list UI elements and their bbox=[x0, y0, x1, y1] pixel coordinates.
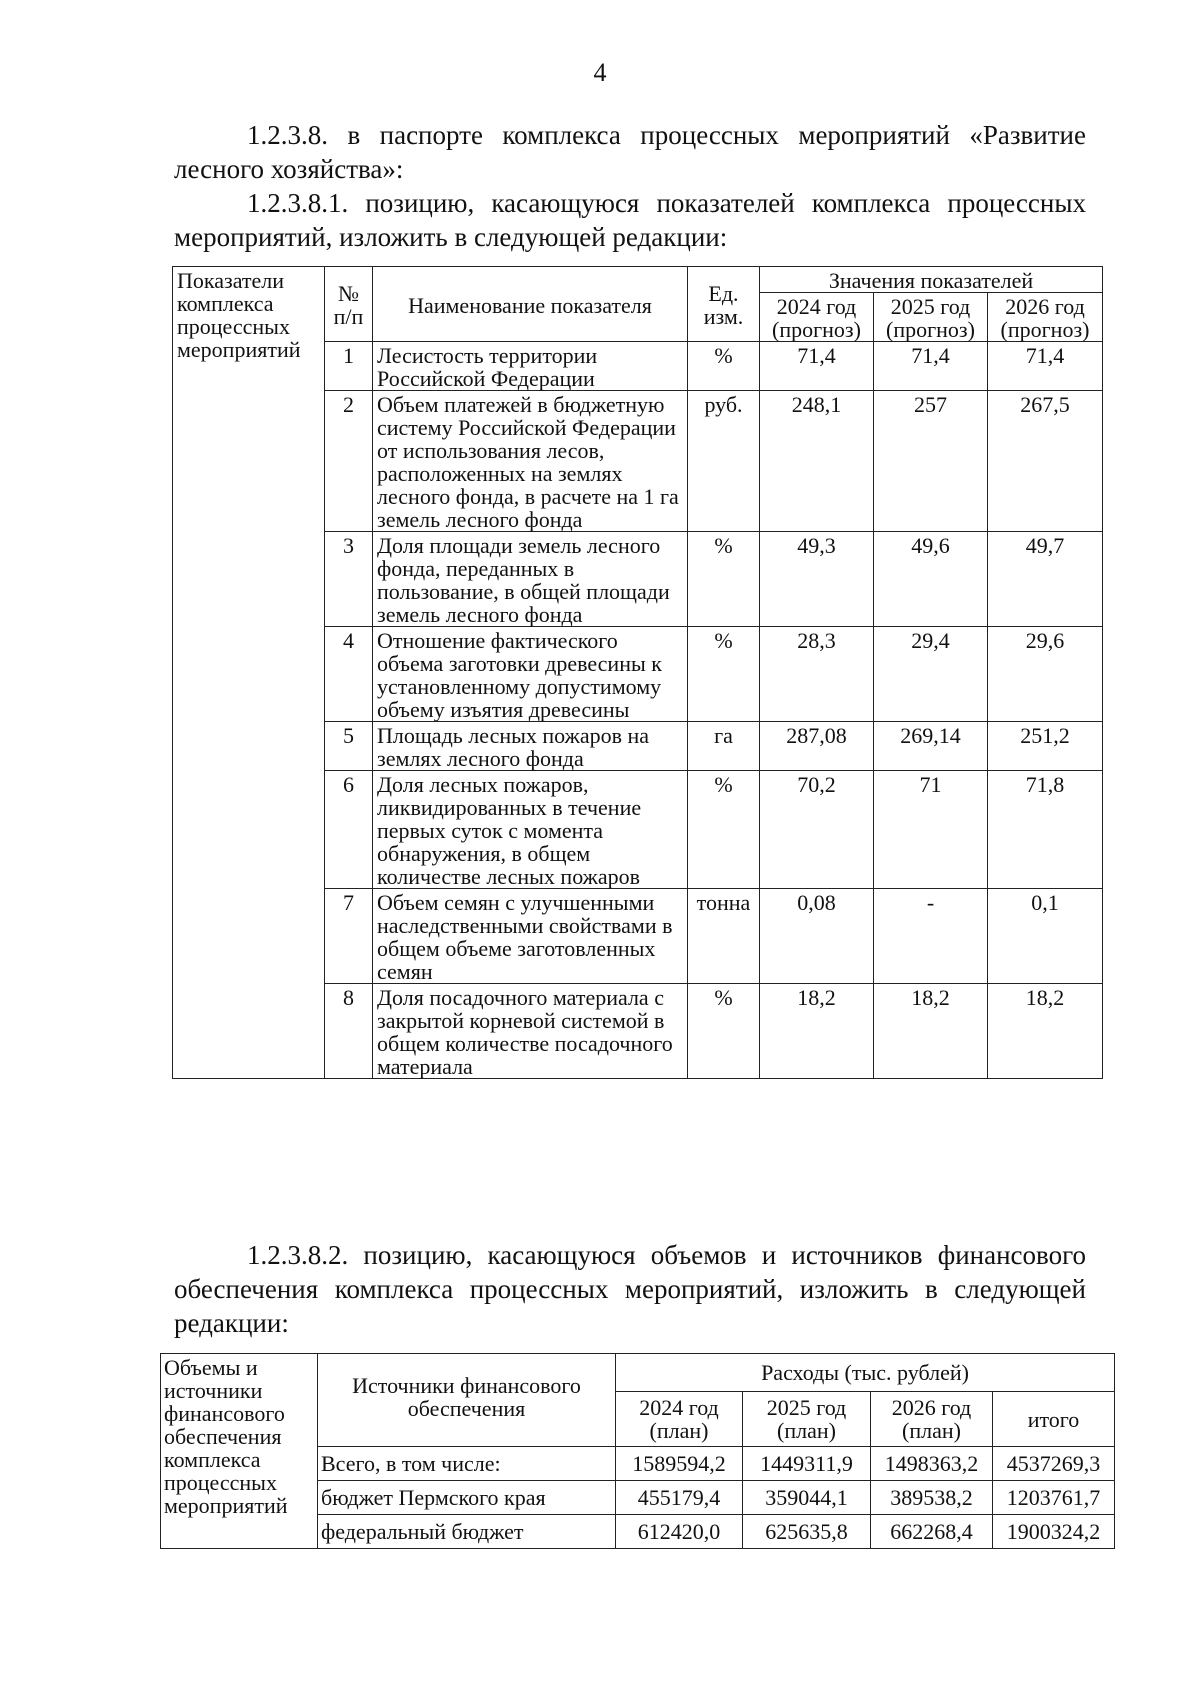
finance-value-2024: 1589594,2 bbox=[616, 1447, 743, 1481]
finance-value-2025: 625635,8 bbox=[743, 1515, 871, 1549]
indicators-header-row-1 bbox=[173, 267, 1103, 293]
indicator-value-2026: 0,1 bbox=[988, 889, 1103, 984]
indicator-value-2024: 28,3 bbox=[760, 627, 874, 722]
indicator-name: Доля площади земель лесного фонда, переданных в пользование, в общей площади земель лесного фонда bbox=[373, 532, 688, 627]
finance-value-total: 4537269,3 bbox=[993, 1447, 1115, 1481]
indicator-number: 7 bbox=[325, 889, 373, 984]
indicator-value-2025: 71,4 bbox=[874, 342, 988, 391]
indicator-value-2025: 18,2 bbox=[874, 984, 988, 1079]
indicator-name: Объем платежей в бюджетную систему Российской Федерации от использования лесов, расположенных на землях лесного фонда, в расчете на 1 га земель лесного фонда bbox=[373, 391, 688, 532]
indicator-value-2026: 49,7 bbox=[988, 532, 1103, 627]
num-header: № п/п bbox=[325, 267, 373, 342]
indicator-name: Площадь лесных пожаров на землях лесного фонда bbox=[373, 722, 688, 771]
indicator-value-2025: 269,14 bbox=[874, 722, 988, 771]
indicator-name: Доля посадочного материала с закрытой корневой системой в общем количестве посадочного материала bbox=[373, 984, 688, 1079]
paragraph-1: 1.2.3.8. в паспорте комплекса процессных мероприятий «Развитие лесного хозяйства»: bbox=[174, 120, 1086, 184]
total-header: итого bbox=[993, 1392, 1115, 1447]
indicator-number: 3 bbox=[325, 532, 373, 627]
indicator-unit: руб. bbox=[688, 391, 760, 532]
indicator-number: 5 bbox=[325, 722, 373, 771]
sources-header: Источники финансового обеспечения bbox=[318, 1354, 616, 1447]
finance-table bbox=[160, 1353, 1115, 1549]
indicator-name: Объем семян с улучшенными наследственными свойствами в общем объеме заготовленных семян bbox=[373, 889, 688, 984]
indicator-unit: % bbox=[688, 984, 760, 1079]
finance-source: федеральный бюджет bbox=[318, 1515, 616, 1549]
indicator-unit: % bbox=[688, 771, 760, 889]
finance-value-total: 1900324,2 bbox=[993, 1515, 1115, 1549]
indicator-value-2025: 257 bbox=[874, 391, 988, 532]
finance-value-2025: 1449311,9 bbox=[743, 1447, 871, 1481]
indicator-value-2024: 70,2 bbox=[760, 771, 874, 889]
year-2026-header: 2026 год (прогноз) bbox=[988, 293, 1103, 342]
indicator-value-2024: 287,08 bbox=[760, 722, 874, 771]
finance-value-2025: 359044,1 bbox=[743, 1481, 871, 1515]
finance-value-2024: 612420,0 bbox=[616, 1515, 743, 1549]
unit-header: Ед. изм. bbox=[688, 267, 760, 342]
indicator-unit: % bbox=[688, 342, 760, 391]
paragraph-2: 1.2.3.8.1. позицию, касающуюся показателей комплекса процессных мероприятий, изложить в следующей редакции: bbox=[174, 188, 1086, 252]
indicator-value-2026: 251,2 bbox=[988, 722, 1103, 771]
indicator-number: 6 bbox=[325, 771, 373, 889]
indicator-value-2025: 49,6 bbox=[874, 532, 988, 627]
finance-value-2024: 455179,4 bbox=[616, 1481, 743, 1515]
finance-value-total: 1203761,7 bbox=[993, 1481, 1115, 1515]
year-2024-header: 2024 год (прогноз) bbox=[760, 293, 874, 342]
indicator-value-2026: 18,2 bbox=[988, 984, 1103, 1079]
finance-source: Всего, в том числе: bbox=[318, 1447, 616, 1481]
indicator-name: Лесистость территории Российской Федерации bbox=[373, 342, 688, 391]
indicator-name: Доля лесных пожаров, ликвидированных в течение первых суток с момента обнаружения, в общем количестве лесных пожаров bbox=[373, 771, 688, 889]
finance-source: бюджет Пермского края bbox=[318, 1481, 616, 1515]
indicators-table bbox=[172, 266, 1103, 1079]
plan-2025-header: 2025 год (план) bbox=[743, 1392, 871, 1447]
finance-value-2026: 662268,4 bbox=[871, 1515, 993, 1549]
indicator-unit: га bbox=[688, 722, 760, 771]
finance-group-label: Объемы и источники финансового обеспечения комплекса процессных мероприятий bbox=[161, 1354, 318, 1549]
paragraph-3: 1.2.3.8.2. позицию, касающуюся объемов и источников финансового обеспечения комплекса процессных мероприятий, изложить в следующей редакции: bbox=[174, 1240, 1086, 1338]
indicator-value-2024: 0,08 bbox=[760, 889, 874, 984]
indicator-value-2025: 29,4 bbox=[874, 627, 988, 722]
plan-2024-header: 2024 год (план) bbox=[616, 1392, 743, 1447]
indicator-unit: % bbox=[688, 627, 760, 722]
indicator-value-2025: 71 bbox=[874, 771, 988, 889]
year-2025-header: 2025 год (прогноз) bbox=[874, 293, 988, 342]
indicator-value-2024: 248,1 bbox=[760, 391, 874, 532]
finance-header-row-1 bbox=[161, 1354, 1115, 1392]
indicator-value-2026: 71,4 bbox=[988, 342, 1103, 391]
page-number: 4 bbox=[593, 58, 607, 87]
indicator-unit: % bbox=[688, 532, 760, 627]
values-group-header: Значения показателей bbox=[760, 267, 1103, 293]
plan-2026-header: 2026 год (план) bbox=[871, 1392, 993, 1447]
name-header: Наименование показателя bbox=[373, 267, 688, 342]
indicator-value-2024: 18,2 bbox=[760, 984, 874, 1079]
indicator-value-2026: 29,6 bbox=[988, 627, 1103, 722]
indicator-number: 1 bbox=[325, 342, 373, 391]
indicator-value-2026: 71,8 bbox=[988, 771, 1103, 889]
indicator-name: Отношение фактического объема заготовки древесины к установленному допустимому объему изъятия древесины bbox=[373, 627, 688, 722]
indicator-value-2026: 267,5 bbox=[988, 391, 1103, 532]
indicator-number: 4 bbox=[325, 627, 373, 722]
expenses-header: Расходы (тыс. рублей) bbox=[616, 1354, 1115, 1392]
indicator-value-2025: - bbox=[874, 889, 988, 984]
indicator-unit: тонна bbox=[688, 889, 760, 984]
indicators-group-label: Показатели комплекса процессных мероприятий bbox=[173, 267, 325, 1079]
finance-value-2026: 1498363,2 bbox=[871, 1447, 993, 1481]
indicator-value-2024: 71,4 bbox=[760, 342, 874, 391]
indicator-number: 8 bbox=[325, 984, 373, 1079]
indicator-value-2024: 49,3 bbox=[760, 532, 874, 627]
finance-value-2026: 389538,2 bbox=[871, 1481, 993, 1515]
indicator-number: 2 bbox=[325, 391, 373, 532]
